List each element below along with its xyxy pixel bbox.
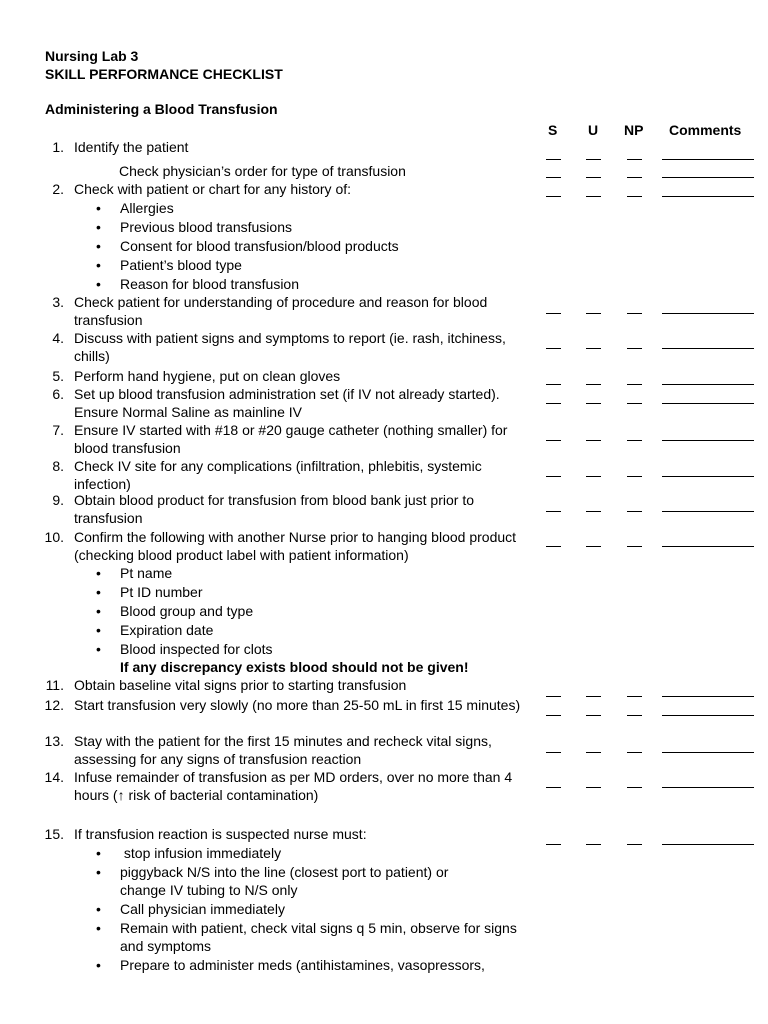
score-blank-u[interactable] [586,752,601,753]
item-text: If transfusion reaction is suspected nurse must: [74,826,367,842]
score-blank-comments[interactable] [662,752,754,753]
score-blank-u[interactable] [586,787,601,788]
item-text: Check physician’s order for type of transfusion [119,163,406,179]
bullet-dot: • [96,641,101,657]
score-blank-s[interactable] [546,696,561,697]
item-text: Stay with the patient for the first 15 minutes and recheck vital signs, assessing for any signs of transfusion reaction [74,733,492,767]
column-header-u: U [588,122,599,138]
score-blank-u[interactable] [586,476,601,477]
score-blank-s[interactable] [546,313,561,314]
bullet-text: Previous blood transfusions [120,219,292,235]
item-number: 1. [52,139,64,155]
score-blank-np[interactable] [627,159,642,160]
bullet-dot: • [96,257,101,273]
item-number: 4. [52,330,64,346]
document-title: SKILL PERFORMANCE CHECKLIST [45,66,283,82]
item-text: Obtain baseline vital signs prior to starting transfusion [74,677,407,693]
score-blank-u[interactable] [586,696,601,697]
score-blank-s[interactable] [546,196,561,197]
item-number: 8. [52,458,64,474]
score-blank-np[interactable] [627,403,642,404]
bullet-text: Allergies [120,200,174,216]
score-blank-np[interactable] [627,196,642,197]
item-text: Infuse remainder of transfusion as per MD orders, over no more than 4 hours (↑ risk of bacterial contamination) [74,769,513,803]
score-blank-u[interactable] [586,159,601,160]
bullet-dot: • [96,920,101,936]
column-header-s: S [548,122,558,138]
score-blank-np[interactable] [627,844,642,845]
score-blank-np[interactable] [627,752,642,753]
score-blank-np[interactable] [627,511,642,512]
score-blank-np[interactable] [627,384,642,385]
column-header-comments: Comments [669,122,742,138]
item-number: 3. [52,294,64,310]
bullet-dot: • [96,584,101,600]
item-text: Discuss with patient signs and symptoms to report (ie. rash, itchiness, chills) [74,330,506,364]
bullet-text: Remain with patient, check vital signs q 5 min, observe for signs and symptoms [120,920,517,954]
score-blank-comments[interactable] [662,384,754,385]
score-blank-s[interactable] [546,511,561,512]
score-blank-comments[interactable] [662,546,754,547]
score-blank-s[interactable] [546,159,561,160]
bullet-text: Consent for blood transfusion/blood products [120,238,399,254]
score-blank-np[interactable] [627,787,642,788]
score-blank-u[interactable] [586,348,601,349]
item-number: 14. [44,769,64,785]
score-blank-np[interactable] [627,715,642,716]
item-number: 6. [52,386,64,402]
bullet-dot: • [96,603,101,619]
item-number: 5. [52,368,64,384]
score-blank-s[interactable] [546,844,561,845]
score-blank-comments[interactable] [662,177,754,178]
score-blank-comments[interactable] [662,313,754,314]
bullet-dot: • [96,845,101,861]
score-blank-comments[interactable] [662,196,754,197]
score-blank-s[interactable] [546,715,561,716]
bullet-dot: • [96,200,101,216]
score-blank-comments[interactable] [662,696,754,697]
score-blank-np[interactable] [627,177,642,178]
score-blank-s[interactable] [546,384,561,385]
bullet-text: stop infusion immediately [120,845,282,861]
item-number: 9. [52,492,64,508]
bullet-text: Blood inspected for clots [120,641,273,657]
item-text: Perform hand hygiene, put on clean gloves [74,368,341,384]
score-blank-u[interactable] [586,384,601,385]
item-text: Obtain blood product for transfusion from blood bank just prior to transfusion [74,492,474,526]
score-blank-comments[interactable] [662,511,754,512]
item-text: Ensure IV started with #18 or #20 gauge catheter (nothing smaller) for blood transfusion [74,422,508,456]
item-number: 13. [44,733,64,749]
score-blank-s[interactable] [546,476,561,477]
score-blank-comments[interactable] [662,159,754,160]
score-blank-comments[interactable] [662,440,754,441]
score-blank-np[interactable] [627,313,642,314]
item-text: Identify the patient [74,139,189,155]
column-header-np: NP [624,122,644,138]
score-blank-comments[interactable] [662,476,754,477]
score-blank-np[interactable] [627,476,642,477]
score-blank-s[interactable] [546,440,561,441]
score-blank-np[interactable] [627,696,642,697]
score-blank-comments[interactable] [662,787,754,788]
skill-title: Administering a Blood Transfusion [45,101,278,117]
bullet-text: piggyback N/S into the line (closest port to patient) or change IV tubing to N/S only [120,864,449,898]
score-blank-s[interactable] [546,403,561,404]
score-blank-comments[interactable] [662,348,754,349]
item-number: 2. [52,181,64,197]
bullet-text: Pt ID number [120,584,203,600]
score-blank-comments[interactable] [662,403,754,404]
score-blank-comments[interactable] [662,715,754,716]
score-blank-np[interactable] [627,440,642,441]
bullet-dot: • [96,238,101,254]
score-blank-s[interactable] [546,752,561,753]
bullet-dot: • [96,901,101,917]
item-number: 11. [45,677,64,693]
score-blank-u[interactable] [586,177,601,178]
score-blank-u[interactable] [586,715,601,716]
score-blank-u[interactable] [586,440,601,441]
score-blank-np[interactable] [627,348,642,349]
item-text: Check patient for understanding of procedure and reason for blood transfusion [74,294,488,328]
bullet-text: Prepare to administer meds (antihistamines, vasopressors, [120,957,485,973]
score-blank-u[interactable] [586,313,601,314]
item-number: 7. [52,422,64,438]
score-blank-s[interactable] [546,546,561,547]
score-blank-np[interactable] [627,546,642,547]
bullet-dot: • [96,957,101,973]
score-blank-u[interactable] [586,196,601,197]
bullet-dot: • [96,276,101,292]
item-number: 12. [44,697,64,713]
bullet-text: Call physician immediately [120,901,285,917]
course-title: Nursing Lab 3 [45,48,139,64]
bullet-dot: • [96,622,101,638]
item-text: Check IV site for any complications (infiltration, phlebitis, systemic infection) [74,458,482,492]
item-text: Confirm the following with another Nurse prior to hanging blood product (checking blood product label with patient information) [74,529,517,563]
score-blank-u[interactable] [586,844,601,845]
item-number: 10. [44,529,64,545]
bullet-text: Reason for blood transfusion [120,276,299,292]
bullet-dot: • [96,864,101,880]
item-text: Set up blood transfusion administration set (if IV not already started). Ensure Normal Saline as mainline IV [74,386,500,420]
item-number: 15. [44,826,64,842]
bullet-text: Pt name [120,565,173,581]
bullet-text: Blood group and type [120,603,254,619]
score-blank-comments[interactable] [662,844,754,845]
bullet-text: Patient’s blood type [120,257,242,273]
score-blank-s[interactable] [546,787,561,788]
score-blank-s[interactable] [546,348,561,349]
score-blank-s[interactable] [546,177,561,178]
score-blank-u[interactable] [586,546,601,547]
item-text: Start transfusion very slowly (no more than 25-50 mL in first 15 minutes) [74,697,521,713]
item-text: Check with patient or chart for any history of: [74,181,352,197]
bullet-dot: • [96,219,101,235]
score-blank-u[interactable] [586,403,601,404]
discrepancy-warning: If any discrepancy exists blood should not be given! [120,659,469,675]
score-blank-u[interactable] [586,511,601,512]
bullet-text: Expiration date [120,622,214,638]
bullet-dot: • [96,565,101,581]
